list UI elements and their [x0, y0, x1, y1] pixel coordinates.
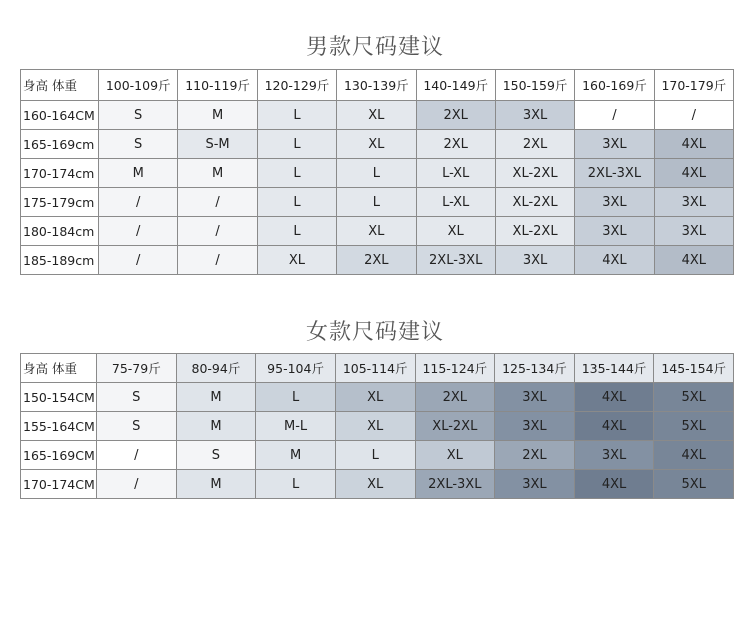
size-cell: 2XL [495, 130, 574, 159]
weight-column-header: 80-94斤 [176, 354, 256, 383]
weight-column-header: 125-134斤 [495, 354, 575, 383]
table-row [21, 130, 734, 159]
size-cell: / [99, 217, 178, 246]
weight-column-header: 170-179斤 [654, 70, 733, 101]
size-cell: 3XL [654, 217, 733, 246]
size-cell: M [178, 159, 257, 188]
size-cell: L [257, 159, 336, 188]
weight-column-header: 75-79斤 [97, 354, 177, 383]
size-cell: 3XL [495, 101, 574, 130]
size-cell: XL-2XL [415, 412, 495, 441]
size-cell: 4XL [654, 130, 733, 159]
size-cell: / [178, 217, 257, 246]
size-cell: XL [257, 246, 336, 275]
size-cell: M [176, 383, 256, 412]
height-row-header: 170-174cm [21, 159, 99, 188]
size-cell: 2XL-3XL [575, 159, 654, 188]
size-cell: L [256, 470, 336, 499]
table-row [21, 246, 734, 275]
weight-column-header: 130-139斤 [337, 70, 416, 101]
size-cell: 5XL [654, 470, 734, 499]
size-cell: 4XL [654, 246, 733, 275]
size-cell: 2XL [337, 246, 416, 275]
size-cell: XL [415, 441, 495, 470]
size-cell: S [99, 130, 178, 159]
size-cell: / [575, 101, 654, 130]
size-cell: S [99, 101, 178, 130]
size-cell: 4XL [574, 412, 654, 441]
size-cell: 3XL [495, 412, 575, 441]
size-cell: XL [337, 101, 416, 130]
size-cell: 2XL [416, 130, 495, 159]
size-cell: 4XL [574, 470, 654, 499]
women-size-table [20, 353, 734, 499]
weight-column-header: 95-104斤 [256, 354, 336, 383]
size-cell: XL-2XL [495, 159, 574, 188]
weight-column-header: 140-149斤 [416, 70, 495, 101]
height-row-header: 160-164CM [21, 101, 99, 130]
size-cell: L [257, 130, 336, 159]
women-header-row [21, 354, 734, 383]
size-cell: 2XL [415, 383, 495, 412]
size-cell: L [257, 188, 336, 217]
size-cell: M [176, 470, 256, 499]
size-cell: S [97, 383, 177, 412]
table-row [21, 470, 734, 499]
size-cell: / [99, 188, 178, 217]
size-cell: XL-2XL [495, 217, 574, 246]
men-size-table [20, 69, 734, 275]
size-cell: 3XL [495, 246, 574, 275]
size-cell: L [335, 441, 415, 470]
size-cell: L [256, 383, 336, 412]
weight-column-header: 160-169斤 [575, 70, 654, 101]
table-row [21, 441, 734, 470]
size-cell: 3XL [575, 217, 654, 246]
size-cell: M [176, 412, 256, 441]
size-cell: L [257, 101, 336, 130]
size-cell: 5XL [654, 412, 734, 441]
size-cell: 3XL [575, 130, 654, 159]
size-cell: M [256, 441, 336, 470]
size-cell: 3XL [654, 188, 733, 217]
size-cell: 5XL [654, 383, 734, 412]
size-cell: XL [337, 217, 416, 246]
men-size-title: 男款尺码建议 [305, 35, 444, 60]
weight-column-header: 145-154斤 [654, 354, 734, 383]
height-row-header: 165-169cm [21, 130, 99, 159]
size-cell: 2XL-3XL [415, 470, 495, 499]
size-cell: 4XL [654, 441, 734, 470]
size-cell: L-XL [416, 188, 495, 217]
weight-column-header: 105-114斤 [335, 354, 415, 383]
size-cell: / [654, 101, 733, 130]
size-cell: 4XL [654, 159, 733, 188]
table-row [21, 101, 734, 130]
weight-column-header: 150-159斤 [495, 70, 574, 101]
size-cell: S-M [178, 130, 257, 159]
size-cell: L [337, 159, 416, 188]
height-row-header: 170-174CM [21, 470, 97, 499]
size-cell: / [99, 246, 178, 275]
height-row-header: 150-154CM [21, 383, 97, 412]
weight-column-header: 135-144斤 [574, 354, 654, 383]
size-cell: 2XL [495, 441, 575, 470]
size-cell: M [99, 159, 178, 188]
size-cell: XL [335, 383, 415, 412]
weight-column-header: 100-109斤 [99, 70, 178, 101]
size-cell: S [97, 412, 177, 441]
corner-header: 身高 体重 [21, 70, 99, 101]
size-cell: XL [335, 412, 415, 441]
size-cell: / [178, 246, 257, 275]
size-cell: M-L [256, 412, 336, 441]
size-cell: 3XL [575, 188, 654, 217]
size-cell: L [337, 188, 416, 217]
size-cell: 4XL [574, 383, 654, 412]
size-cell: L-XL [416, 159, 495, 188]
size-cell: 4XL [575, 246, 654, 275]
weight-column-header: 110-119斤 [178, 70, 257, 101]
size-cell: / [178, 188, 257, 217]
height-row-header: 165-169CM [21, 441, 97, 470]
weight-column-header: 115-124斤 [415, 354, 495, 383]
size-cell: XL-2XL [495, 188, 574, 217]
table-row [21, 383, 734, 412]
size-cell: / [97, 470, 177, 499]
height-row-header: 155-164CM [21, 412, 97, 441]
table-row [21, 159, 734, 188]
size-cell: 3XL [574, 441, 654, 470]
size-cell: 3XL [495, 470, 575, 499]
size-cell: 3XL [495, 383, 575, 412]
size-cell: XL [337, 130, 416, 159]
size-cell: / [97, 441, 177, 470]
height-row-header: 175-179cm [21, 188, 99, 217]
size-cell: XL [416, 217, 495, 246]
size-cell: M [178, 101, 257, 130]
size-cell: 2XL-3XL [416, 246, 495, 275]
weight-column-header: 120-129斤 [257, 70, 336, 101]
size-cell: 2XL [416, 101, 495, 130]
size-cell: XL [335, 470, 415, 499]
height-row-header: 185-189cm [21, 246, 99, 275]
size-cell: S [176, 441, 256, 470]
women-size-title: 女款尺码建议 [305, 320, 444, 345]
men-header-row [21, 70, 734, 101]
table-row [21, 412, 734, 441]
table-row [21, 188, 734, 217]
table-row [21, 217, 734, 246]
size-cell: L [257, 217, 336, 246]
height-row-header: 180-184cm [21, 217, 99, 246]
corner-header: 身高 体重 [21, 354, 97, 383]
